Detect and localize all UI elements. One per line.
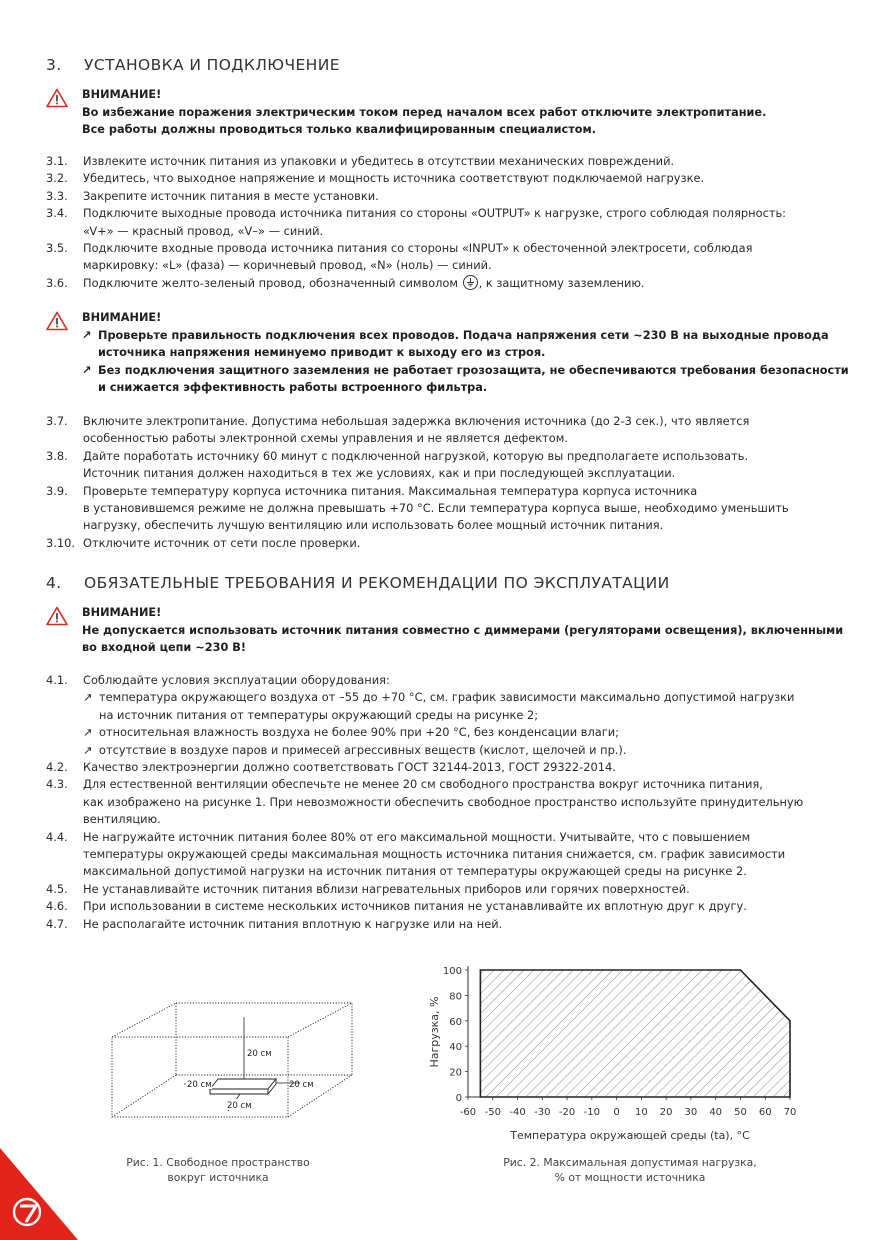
- x-tick-label: 60: [758, 1107, 772, 1118]
- x-tick-label: 40: [709, 1107, 723, 1118]
- chart-y-axis-label: Нагрузка, %: [428, 996, 441, 1068]
- list-item: 4.5. Не устанавливайте источник питания вблизи нагревательных приборов или горячих поверхностей.: [46, 881, 690, 896]
- y-tick-label: 40: [449, 1042, 462, 1054]
- y-tick-label: 100: [442, 966, 462, 977]
- warning-line: во входной цепи ~230 В!: [82, 641, 247, 654]
- figure-1-caption: Рис. 1. Свободное пространство вокруг источника: [126, 1156, 310, 1184]
- dimension-label-front: 20 см: [227, 1101, 252, 1111]
- list-item: 4.2. Качество электроэнергии должно соответствовать ГОСТ 32144-2013, ГОСТ 29322-2014.: [46, 760, 616, 775]
- x-tick-label: -60: [459, 1107, 477, 1118]
- list-item: 4.6. При использовании в системе нескольких источников питания не устанавливайте их вплотную друг к другу.: [46, 899, 747, 914]
- x-tick-label: -30: [534, 1107, 551, 1118]
- list-item: 3.5. Подключите входные провода источника питания со стороны «INPUT» к обесточенной электросети, соблюдая маркировку: «L» (фаза) — коричневый провод, «N» (ноль) — синий.: [46, 241, 753, 273]
- section-3-number: 3.: [46, 56, 62, 74]
- sub-bullet: ↗ температура окружающего воздуха от –55 до +70 °С, см. график зависимости максимально допустимой нагрузки на источник питания от температуры окружающий среды на рисунке 2;: [83, 690, 795, 722]
- x-tick-label: 30: [684, 1107, 698, 1118]
- list-item: 3.3. Закрепите источник питания в месте установки.: [46, 188, 379, 203]
- x-tick-label: 70: [783, 1107, 797, 1118]
- x-tick-label: -50: [484, 1107, 501, 1118]
- x-tick-label: 10: [635, 1107, 648, 1118]
- arrow-bullet-icon: ↗: [83, 690, 93, 705]
- list-item: 3.10. Отключите источник от сети после проверки.: [46, 535, 361, 550]
- warning-title: ВНИМАНИЕ!: [82, 311, 162, 324]
- arrow-bullet-icon: ↗: [82, 363, 92, 377]
- warning-line: Не допускается использовать источник питания совместно с диммерами (регуляторами освещения), включенными: [82, 623, 844, 637]
- dimension-label-left: 20 см: [187, 1080, 212, 1090]
- list-item: 3.2. Убедитесь, что выходное напряжение и мощность источника соответствуют подключаемой нагрузке.: [46, 171, 705, 186]
- warning-line: Все работы должны проводиться только квалифицированным специалистом.: [82, 123, 597, 136]
- warning-title: ВНИМАНИЕ!: [82, 88, 162, 101]
- x-tick-label: 20: [659, 1107, 673, 1118]
- section-3-list-b: [46, 413, 789, 552]
- warning-bullet: ↗ Без подключения защитного заземления не работает грозозащита, не обеспечиваются требования безопасности и снижается эффективность работы встроенного фильтра.: [82, 363, 849, 394]
- section-4-title: ОБЯЗАТЕЛЬНЫЕ ТРЕБОВАНИЯ И РЕКОМЕНДАЦИИ ПО ЭКСПЛУАТАЦИИ: [84, 574, 670, 592]
- power-supply-box: [210, 1079, 276, 1094]
- figure-2-chart: [400, 955, 810, 1145]
- list-item: 3.7. Включите электропитание. Допустима небольшая задержка включения источника (до 2-3 сек.), что является особенностью работы электронной схемы управления и не является дефектом.: [46, 414, 750, 446]
- warning-triangle-icon: [46, 88, 68, 108]
- dimension-label-right: 20 см: [289, 1080, 314, 1090]
- figure-2-caption: Рис. 2. Максимальная допустимая нагрузка, % от мощности источника: [503, 1156, 757, 1184]
- list-item: 3.4. Подключите выходные провода источника питания со стороны «OUTPUT» к нагрузке, строго соблюдая полярность: «V+» — красный провод, «V–» — синий.: [46, 206, 787, 238]
- section-3-heading: [46, 56, 340, 74]
- box-back-edge: [176, 1003, 352, 1075]
- warning-triangle-icon: [46, 606, 68, 626]
- y-tick-label: 60: [449, 1016, 462, 1028]
- y-tick-label: 80: [449, 991, 462, 1003]
- arrow-bullet-icon: ↗: [83, 742, 93, 757]
- x-tick-label: -40: [509, 1107, 526, 1118]
- list-item: 4.1. Соблюдайте условия эксплуатации оборудования:: [46, 673, 390, 687]
- x-tick-label: 0: [613, 1107, 620, 1118]
- x-tick-label: -20: [558, 1107, 576, 1118]
- warning-triangle-icon: [46, 311, 68, 331]
- y-tick-label: 0: [455, 1093, 462, 1104]
- section-4-heading: [46, 574, 670, 592]
- list-item: 4.7. Не располагайте источник питания вплотную к нагрузке или на ней.: [46, 916, 503, 931]
- sub-bullet: ↗ относительная влажность воздуха не более 90% при +20 °С, без конденсации влаги;: [83, 724, 803, 741]
- list-item: 4.4. Не нагружайте источник питания более 80% от его максимальной мощности. Учитывайте, что с повышением температуры окружающей среды максимальная мощность источника питания снижается, см. график зависимости максимальной допустимой нагрузки на источник питания от температуры окружающей среды на рисунке 2.: [46, 829, 786, 879]
- section-4-number: 4.: [46, 574, 62, 592]
- x-tick-label: 50: [734, 1107, 747, 1118]
- y-tick-label: 20: [449, 1067, 462, 1079]
- list-item: 4.3. Для естественной вентиляции обеспечьте не менее 20 см свободного пространства вокруг источника питания, как изображено на рисунке 1. При невозможности обеспечить свободное пространство используйте принудительную вентиляцию.: [46, 777, 804, 827]
- arrow-bullet-icon: ↗: [83, 725, 93, 740]
- warning-line: Во избежание поражения электрическим током перед началом всех работ отключите электропитание.: [82, 105, 767, 119]
- x-tick-label: -10: [583, 1107, 601, 1118]
- list-item: 3.9. Проверьте температуру корпуса источника питания. Максимальная температура корпуса источника в установившемся режиме не должна превышать +70 °С. Если температура корпуса выше, необходимо уменьшить нагрузку, обеспечить лучшую вентиляцию или использовать более мощный источник питания.: [46, 483, 789, 533]
- warning-title: ВНИМАНИЕ!: [82, 606, 162, 619]
- chart-area-series: [480, 970, 790, 1097]
- figure-1-diagram: [100, 995, 370, 1135]
- list-item: 3.8. Дайте поработать источнику 60 минут с подключенной нагрузкой, которую вы предполагаете использовать. Источник питания должен находиться в тех же условиях, как и при последующей эксплуатации.: [46, 448, 749, 481]
- arrow-bullet-icon: ↗: [82, 328, 92, 342]
- chart-x-axis-label: Температура окружающей среды (ta), °С: [510, 1129, 750, 1142]
- list-item: 3.1. Извлеките источник питания из упаковки и убедитесь в отсутствии механических повреждений.: [46, 154, 675, 168]
- ground-symbol-icon: [463, 275, 478, 290]
- brand-corner-logo: [0, 1148, 80, 1240]
- warning-bullet: ↗ Проверьте правильность подключения всех проводов. Подача напряжения сети ~230 В на выходные провода источника напряжения неминуемо приводит к выходу его из строя.: [82, 328, 829, 359]
- section-4-list: [46, 672, 803, 933]
- list-item: 3.6. Подключите желто-зеленый провод, обозначенный символом , к защитному заземлению.: [46, 275, 645, 290]
- sub-bullet: ↗ отсутствие в воздухе паров и примесей агрессивных веществ (кислот, щелочей и пр.).: [83, 742, 803, 759]
- section-3-list-a: [46, 153, 786, 292]
- section-3-title: УСТАНОВКА И ПОДКЛЮЧЕНИЕ: [84, 56, 340, 74]
- dimension-label-top: 20 см: [247, 1049, 272, 1059]
